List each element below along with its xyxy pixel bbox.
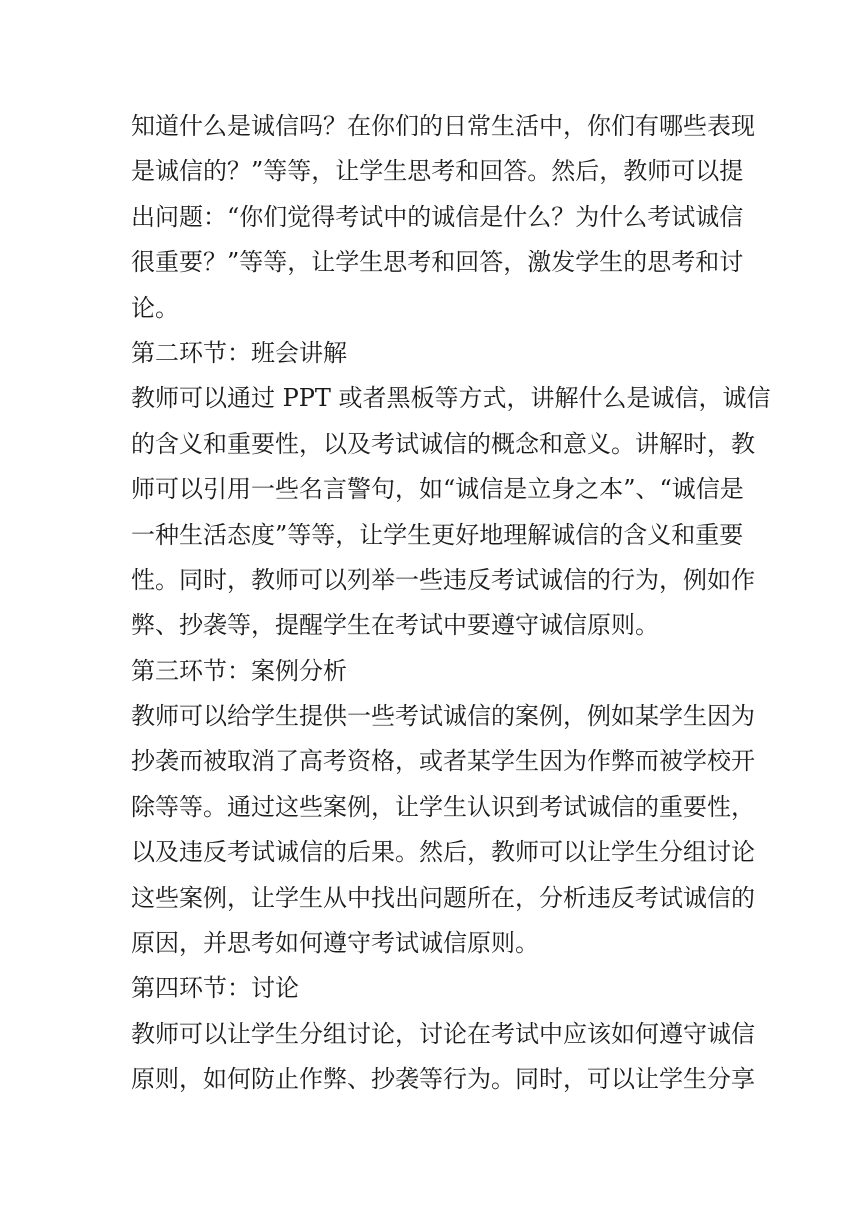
text-line: 的含义和重要性，以及考试诚信的概念和意义。讲解时，教 [131, 429, 755, 458]
section-heading: 第三环节：案例分析 [131, 656, 347, 685]
text-line: 很重要？”等等，让学生思考和回答，激发学生的思考和讨 [131, 248, 744, 277]
text-line: 师可以引用一些名言警句，如“诚信是立身之本”、“诚信是 [131, 475, 744, 504]
text-line: 论。 [131, 293, 179, 322]
text-line: 出问题：“你们觉得考试中的诚信是什么？为什么考试诚信 [131, 202, 744, 231]
section-heading: 第二环节：班会讲解 [131, 338, 347, 367]
text-line: 是诚信的？”等等，让学生思考和回答。然后，教师可以提 [131, 157, 744, 186]
text-line: 教师可以通过 PPT 或者黑板等方式，讲解什么是诚信，诚信 [131, 384, 771, 413]
text-line: 抄袭而被取消了高考资格，或者某学生因为作弊而被学校开 [131, 747, 755, 776]
text-line: 这些案例，让学生从中找出问题所在，分析违反考试诚信的 [131, 883, 755, 912]
text-line: 原则，如何防止作弊、抄袭等行为。同时，可以让学生分享 [131, 1065, 755, 1094]
text-line: 弊、抄袭等，提醒学生在考试中要遵守诚信原则。 [131, 611, 659, 640]
section-heading: 第四环节：讨论 [131, 974, 299, 1003]
text-line: 教师可以让学生分组讨论，讨论在考试中应该如何遵守诚信 [131, 1019, 755, 1048]
text-line: 性。同时，教师可以列举一些违反考试诚信的行为，例如作 [131, 565, 755, 594]
document-body [131, 104, 771, 1103]
text-line: 以及违反考试诚信的后果。然后，教师可以让学生分组讨论 [131, 838, 755, 867]
text-line: 除等等。通过这些案例，让学生认识到考试诚信的重要性， [131, 792, 755, 821]
text-line: 知道什么是诚信吗？在你们的日常生活中，你们有哪些表现 [131, 112, 755, 140]
text-line: 一种生活态度”等等，让学生更好地理解诚信的含义和重要 [131, 520, 744, 549]
text-line: 教师可以给学生提供一些考试诚信的案例，例如某学生因为 [131, 702, 755, 731]
text-line: 原因，并思考如何遵守考试诚信原则。 [131, 929, 539, 958]
